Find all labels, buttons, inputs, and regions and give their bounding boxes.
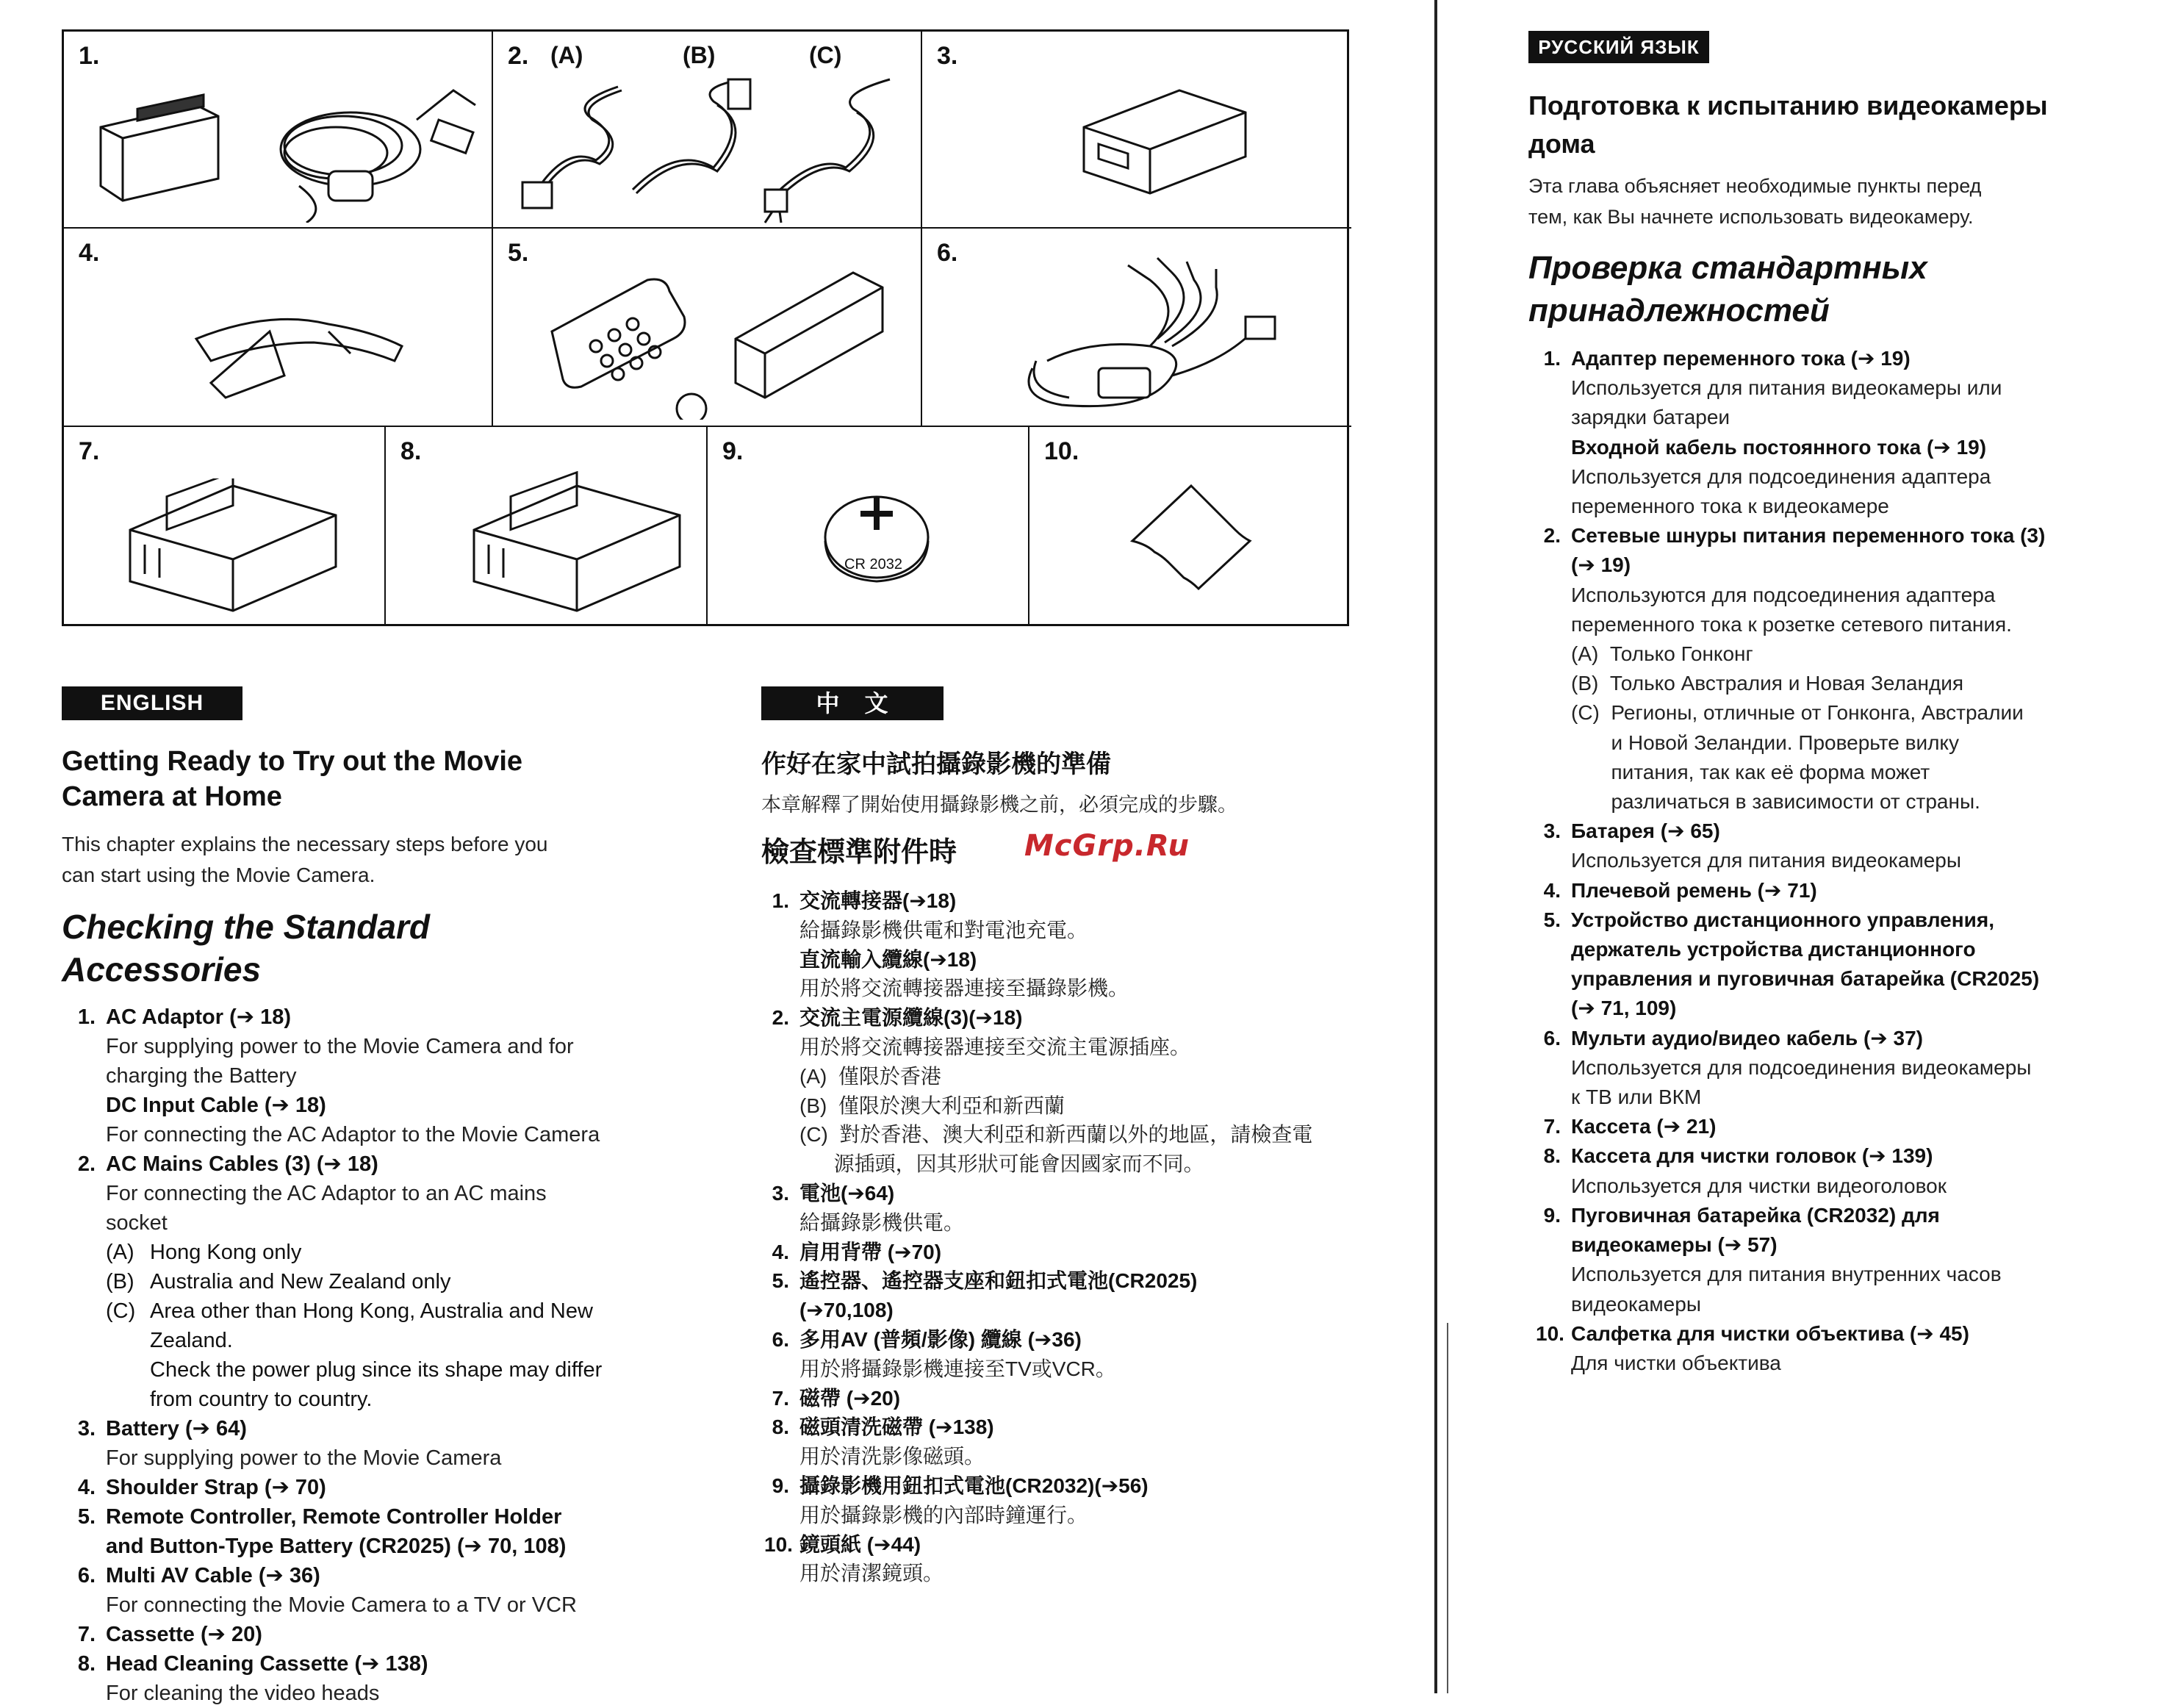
item-number: 2. bbox=[77, 1152, 96, 1176]
list-item bbox=[71, 1414, 673, 1443]
list-line bbox=[764, 1325, 1411, 1354]
list-line bbox=[1536, 1053, 2138, 1083]
list-item bbox=[71, 1649, 673, 1679]
sub-item-letter: (B) bbox=[106, 1270, 134, 1293]
list-line bbox=[1536, 1349, 2138, 1378]
intro-line: This chapter explains the necessary steps before you bbox=[62, 833, 548, 855]
title-line: Camera at Home bbox=[62, 781, 282, 812]
item-title: Battery (➔ 64) bbox=[106, 1417, 247, 1440]
item-title: Мульти аудио/видео кабель (➔ 37) bbox=[1571, 1026, 1924, 1049]
cell-number: 6. bbox=[937, 239, 958, 267]
illustration-cell-7 bbox=[64, 427, 386, 626]
chinese-intro: 本章解釋了開始使用攝錄影機之前，必須完成的步驟。 bbox=[761, 794, 1237, 816]
sub-item-text: Check the power plug since its shape may differ bbox=[150, 1358, 603, 1382]
russian-section-heading bbox=[1528, 247, 1927, 332]
item-title: (➔70,108) bbox=[799, 1299, 894, 1322]
list-line bbox=[764, 886, 1411, 916]
item-description: 用於將攝錄影機連接至TV或VCR。 bbox=[799, 1357, 1116, 1380]
sub-item-text: Zealand. bbox=[150, 1329, 233, 1352]
title-line: Getting Ready to Try out the Movie bbox=[62, 746, 523, 777]
russian-accessory-list bbox=[1536, 344, 2138, 1378]
watermark: McGrp.Ru bbox=[1024, 829, 1190, 863]
illustration-cell-8 bbox=[386, 427, 708, 626]
list-line bbox=[764, 1530, 1411, 1560]
list-line bbox=[764, 1559, 1411, 1588]
list-line bbox=[1536, 728, 2138, 758]
list-line bbox=[1536, 1171, 2138, 1201]
item-title: Плечевой ремень (➔ 71) bbox=[1571, 878, 1817, 902]
list-line bbox=[764, 1266, 1411, 1296]
item-title: Кассета (➔ 21) bbox=[1571, 1115, 1717, 1138]
russian-intro bbox=[1528, 171, 1981, 232]
illustration-cell-5 bbox=[493, 229, 922, 427]
item-description: Для чистки объектива bbox=[1571, 1351, 1781, 1374]
item-title: (➔ 71, 109) bbox=[1571, 997, 1677, 1020]
ac-mains-cables-illustration bbox=[508, 72, 912, 226]
item-number: 7. bbox=[772, 1386, 789, 1410]
list-line bbox=[1536, 758, 2138, 787]
item-description: (B) Только Австралия и Новая Зеландия bbox=[1571, 672, 1964, 695]
sub-item-b bbox=[106, 1267, 673, 1296]
item-number: 1. bbox=[772, 889, 789, 912]
list-line bbox=[1536, 876, 2138, 905]
item-description: видеокамеры bbox=[1571, 1292, 1701, 1316]
item-number: 3. bbox=[1543, 819, 1561, 843]
list-item bbox=[71, 1561, 673, 1590]
sub-item-letter: (C) bbox=[106, 1299, 136, 1323]
item-title: Адаптер переменного тока (➔ 19) bbox=[1571, 347, 1911, 370]
illustration-cell-10 bbox=[1029, 427, 1351, 626]
list-line bbox=[1536, 521, 2138, 550]
item-number: 10. bbox=[764, 1532, 793, 1556]
item-number: 5. bbox=[1543, 908, 1561, 931]
cable-label-a: (A) bbox=[550, 42, 583, 68]
list-line bbox=[764, 1120, 1411, 1149]
heading-line: принадлежностей bbox=[1528, 293, 1830, 329]
column-divider bbox=[1447, 1323, 1448, 1693]
list-line bbox=[1536, 1112, 2138, 1141]
english-page-title bbox=[62, 744, 522, 814]
item-description: переменного тока к розетке сетевого питания. bbox=[1571, 612, 2012, 636]
sub-item-text: from country to country. bbox=[150, 1388, 373, 1411]
english-section-tag: ENGLISH bbox=[62, 686, 242, 720]
item-title: 肩用背帶 (➔70) bbox=[799, 1240, 942, 1263]
item-title: (➔ 19) bbox=[1571, 553, 1631, 577]
item-title: Салфетка для чистки объектива (➔ 45) bbox=[1571, 1321, 1969, 1345]
item-description: Используются для подсоединения адаптера bbox=[1571, 583, 1996, 606]
item-description: (C) 對於香港、澳大利亞和新西蘭以外的地區，請檢查電 bbox=[799, 1123, 1313, 1147]
illustration-cell-9 bbox=[708, 427, 1029, 626]
illustration-cell-6 bbox=[922, 229, 1351, 427]
item-description: к ТВ или ВКМ bbox=[1571, 1086, 1702, 1109]
list-item bbox=[71, 1502, 673, 1561]
item-number: 7. bbox=[77, 1623, 96, 1646]
illustration-cell-1 bbox=[64, 32, 493, 229]
item-description: 源插頭，因其形狀可能會因國家而不同。 bbox=[799, 1152, 1204, 1176]
list-line bbox=[764, 1354, 1411, 1384]
item-number: 4. bbox=[77, 1476, 96, 1499]
item-number: 7. bbox=[1543, 1115, 1561, 1138]
item-title: 直流輸入纜線(➔18) bbox=[799, 947, 977, 971]
item-number: 1. bbox=[77, 1005, 96, 1029]
sub-item-text: Area other than Hong Kong, Australia and New bbox=[150, 1299, 593, 1323]
cassette-illustration bbox=[115, 478, 351, 618]
chinese-section-heading: 檢查標準附件時 bbox=[761, 837, 957, 868]
multi-av-cable-illustration bbox=[1003, 251, 1334, 420]
english-section-heading bbox=[62, 905, 430, 991]
item-title: Multi AV Cable (➔ 36) bbox=[106, 1564, 320, 1587]
list-line bbox=[1536, 492, 2138, 521]
list-line bbox=[1536, 1319, 2138, 1349]
list-line bbox=[1536, 1024, 2138, 1053]
item-description: For connecting the AC Adaptor to the Movie Camera bbox=[106, 1123, 600, 1147]
column-divider bbox=[1434, 0, 1437, 1693]
list-line bbox=[1536, 964, 2138, 994]
item-title: 攝錄影機用鈕扣式電池(CR2032)(➔56) bbox=[799, 1474, 1149, 1497]
item-number: 4. bbox=[772, 1240, 789, 1263]
item-number: 4. bbox=[1543, 878, 1561, 902]
item-number: 8. bbox=[77, 1652, 96, 1676]
title-line: дома bbox=[1528, 129, 1595, 159]
sub-item-text: Australia and New Zealand only bbox=[150, 1270, 451, 1293]
cell-number: 4. bbox=[79, 239, 100, 267]
item-number: 6. bbox=[1543, 1026, 1561, 1049]
item-description: 給攝錄影機供電和對電池充電。 bbox=[799, 918, 1088, 941]
item-title: 交流轉接器(➔18) bbox=[799, 889, 957, 912]
list-line bbox=[764, 916, 1411, 945]
item-description: и Новой Зеландии. Проверьте вилку bbox=[1571, 731, 1959, 754]
item-title: 遙控器、遙控器支座和鈕扣式電池(CR2025) bbox=[799, 1269, 1198, 1293]
item-number: 5. bbox=[77, 1505, 96, 1529]
item-number: 3. bbox=[772, 1181, 789, 1205]
item-title: 電池(➔64) bbox=[799, 1181, 895, 1205]
item-title: Входной кабель постоянного тока (➔ 19) bbox=[1571, 435, 1987, 459]
head-cleaning-cassette-illustration bbox=[459, 471, 694, 618]
list-line bbox=[764, 1238, 1411, 1267]
item-number: 8. bbox=[772, 1415, 789, 1439]
item-number: 5. bbox=[772, 1269, 789, 1293]
item-description: Используется для подсоединения видеокамеры bbox=[1571, 1055, 2032, 1079]
item-description: For supplying power to the Movie Camera bbox=[106, 1446, 502, 1470]
cell-number: 8. bbox=[400, 437, 422, 465]
intro-line: can start using the Movie Camera. bbox=[62, 864, 375, 886]
list-line bbox=[1536, 610, 2138, 639]
item-title: 磁帶 (➔20) bbox=[799, 1386, 901, 1410]
list-line bbox=[1536, 462, 2138, 492]
list-line bbox=[1536, 1230, 2138, 1260]
list-line bbox=[1536, 550, 2138, 580]
item-title: Head Cleaning Cassette (➔ 138) bbox=[106, 1652, 428, 1676]
list-line bbox=[764, 1062, 1411, 1091]
list-line bbox=[1536, 698, 2138, 728]
sub-item-letter: (A) bbox=[106, 1241, 134, 1264]
chinese-accessory-list bbox=[764, 886, 1411, 1588]
chinese-page-title: 作好在家中試拍攝錄影機的準備 bbox=[761, 750, 1111, 778]
chinese-section-tag: 中 文 bbox=[761, 686, 944, 720]
item-title: Устройство дистанционного управления, bbox=[1571, 908, 1994, 931]
list-line bbox=[1536, 433, 2138, 462]
item-title: 交流主電源纜線(3)(➔18) bbox=[799, 1006, 1023, 1030]
shoulder-strap-illustration bbox=[182, 280, 431, 412]
list-line bbox=[1536, 1141, 2138, 1171]
list-line bbox=[1536, 787, 2138, 817]
list-line bbox=[764, 1413, 1411, 1442]
cable-label-c: (C) bbox=[809, 42, 842, 68]
cell-number: 3. bbox=[937, 42, 958, 70]
battery-label: CR 2032 bbox=[844, 556, 902, 573]
item-description: Используется для питания внутренних часов bbox=[1571, 1263, 2002, 1286]
heading-line: Checking the Standard bbox=[62, 908, 430, 946]
item-number: 6. bbox=[772, 1327, 789, 1351]
heading-line: Accessories bbox=[62, 950, 262, 988]
list-line bbox=[764, 1149, 1411, 1179]
list-item bbox=[71, 1620, 673, 1649]
item-description: 用於將交流轉接器連接至攝錄影機。 bbox=[799, 977, 1129, 1000]
list-line bbox=[1536, 1083, 2138, 1112]
item-description: (B) 僅限於澳大利亞和新西蘭 bbox=[799, 1094, 1065, 1117]
list-item bbox=[71, 1473, 673, 1502]
item-title: AC Mains Cables (3) (➔ 18) bbox=[106, 1152, 378, 1176]
list-line bbox=[764, 974, 1411, 1003]
item-description: For connecting the Movie Camera to a TV or VCR bbox=[106, 1593, 577, 1617]
list-line bbox=[1536, 846, 2138, 875]
item-title: Remote Controller, Remote Controller Holder bbox=[106, 1505, 562, 1529]
item-description: charging the Battery bbox=[106, 1064, 297, 1088]
list-line bbox=[1536, 403, 2138, 432]
item-number: 6. bbox=[77, 1564, 96, 1587]
list-line bbox=[764, 1384, 1411, 1413]
illustration-cell-4 bbox=[64, 229, 493, 427]
list-item bbox=[71, 1002, 673, 1032]
item-title: Батарея (➔ 65) bbox=[1571, 819, 1720, 843]
list-line bbox=[764, 1471, 1411, 1501]
list-line bbox=[764, 1091, 1411, 1121]
item-description: зарядки батареи bbox=[1571, 406, 1730, 429]
item-title: держатель устройства дистанционного bbox=[1571, 938, 1976, 961]
list-item bbox=[71, 1149, 673, 1179]
item-number: 1. bbox=[1543, 347, 1561, 370]
item-description: 用於清洗影像磁頭。 bbox=[799, 1445, 985, 1468]
russian-section-tag: РУССКИЙ ЯЗЫК bbox=[1528, 31, 1709, 63]
item-description: (A) Только Гонконг bbox=[1571, 642, 1753, 666]
intro-line: Эта глава объясняет необходимые пункты перед bbox=[1528, 175, 1982, 197]
item-description: (A) 僅限於香港 bbox=[799, 1064, 941, 1088]
list-line bbox=[764, 1442, 1411, 1471]
item-description: Используется для подсоединения адаптера bbox=[1571, 464, 1991, 488]
item-title: and Button-Type Battery (CR2025) (➔ 70, 108) bbox=[106, 1535, 567, 1558]
item-description: 用於將交流轉接器連接至交流主電源插座。 bbox=[799, 1035, 1191, 1058]
english-accessory-list bbox=[71, 1002, 673, 1708]
item-description: socket bbox=[106, 1211, 168, 1235]
sub-item-c bbox=[106, 1296, 673, 1414]
item-title: Пуговичная батарейка (CR2032) для bbox=[1571, 1203, 1940, 1227]
item-title: 多用AV (普頻/影像) 纜線 (➔36) bbox=[799, 1327, 1082, 1351]
list-line bbox=[764, 1208, 1411, 1238]
list-line bbox=[1536, 373, 2138, 403]
list-line bbox=[1536, 1290, 2138, 1319]
cell-number: 9. bbox=[722, 437, 744, 465]
item-description: питания, так как её форма может bbox=[1571, 760, 1930, 783]
list-line bbox=[764, 1033, 1411, 1062]
list-line bbox=[764, 1501, 1411, 1530]
list-line bbox=[1536, 1260, 2138, 1289]
list-line bbox=[1536, 639, 2138, 669]
item-number: 10. bbox=[1536, 1321, 1564, 1345]
ac-adaptor-illustration bbox=[86, 76, 483, 223]
item-title: 鏡頭紙 (➔44) bbox=[799, 1532, 921, 1556]
illustration-cell-2 bbox=[493, 32, 922, 229]
sub-item-a bbox=[106, 1238, 673, 1267]
list-line bbox=[764, 945, 1411, 975]
list-line bbox=[764, 1179, 1411, 1208]
accessories-illustration-grid bbox=[62, 29, 1349, 626]
item-number: 2. bbox=[772, 1006, 789, 1030]
item-title: 磁頭清洗磁帶 (➔138) bbox=[799, 1415, 994, 1439]
cable-label-b: (B) bbox=[683, 42, 716, 68]
item-description: переменного тока к видеокамере bbox=[1571, 495, 1889, 518]
item-description: For supplying power to the Movie Camera and for bbox=[106, 1035, 574, 1058]
list-line bbox=[1536, 344, 2138, 373]
cell-number: 1. bbox=[79, 42, 100, 70]
item-title: AC Adaptor (➔ 18) bbox=[106, 1005, 292, 1029]
english-intro bbox=[62, 829, 547, 891]
list-line bbox=[1536, 935, 2138, 964]
remote-controller-illustration bbox=[537, 258, 905, 420]
cell-number: 7. bbox=[79, 437, 100, 465]
item-number: 3. bbox=[77, 1417, 96, 1440]
list-line bbox=[1536, 905, 2138, 935]
sub-item-text: Hong Kong only bbox=[150, 1241, 302, 1264]
item-title: Сетевые шнуры питания переменного тока (3) bbox=[1571, 524, 2046, 548]
cell-number: 2. bbox=[508, 42, 529, 70]
list-line bbox=[764, 1296, 1411, 1325]
russian-page-title bbox=[1528, 87, 2048, 163]
item-description: (C) Регионы, отличные от Гонконга, Австралии bbox=[1571, 701, 2024, 725]
intro-line: тем, как Вы начнете использовать видеокамеру. bbox=[1528, 206, 1974, 228]
item-description: Используется для питания видеокамеры или bbox=[1571, 376, 2002, 400]
heading-line: Проверка стандартных bbox=[1528, 250, 1927, 286]
item-title: видеокамеры (➔ 57) bbox=[1571, 1233, 1778, 1257]
item-description: 用於攝錄影機的內部時鐘運行。 bbox=[799, 1503, 1088, 1526]
item-description: 給攝錄影機供電。 bbox=[799, 1210, 965, 1234]
list-line bbox=[764, 1003, 1411, 1033]
item-description: Используется для чистки видеоголовок bbox=[1571, 1174, 1947, 1197]
list-line bbox=[1536, 581, 2138, 610]
item-description: For cleaning the video heads bbox=[106, 1682, 380, 1705]
list-line bbox=[1536, 1201, 2138, 1230]
item-title: управления и пуговичная батарейка (CR2025) bbox=[1571, 967, 2040, 991]
item-title: Shoulder Strap (➔ 70) bbox=[106, 1476, 326, 1499]
list-line bbox=[1536, 994, 2138, 1023]
item-title: Кассета для чистки головок (➔ 139) bbox=[1571, 1144, 1933, 1168]
title-line: Подготовка к испытанию видеокамеры bbox=[1528, 90, 2048, 121]
item-description: For connecting the AC Adaptor to an AC mains bbox=[106, 1182, 547, 1205]
cell-number: 10. bbox=[1044, 437, 1079, 465]
list-line bbox=[1536, 817, 2138, 846]
item-subtitle: DC Input Cable (➔ 18) bbox=[106, 1094, 326, 1117]
cell-number: 5. bbox=[508, 239, 529, 267]
lens-cleaning-paper-illustration bbox=[1118, 471, 1265, 603]
item-description: различаться в зависимости от страны. bbox=[1571, 790, 1980, 814]
item-number: 9. bbox=[1543, 1203, 1561, 1227]
item-title: Cassette (➔ 20) bbox=[106, 1623, 262, 1646]
item-number: 9. bbox=[772, 1474, 789, 1497]
item-number: 2. bbox=[1543, 524, 1561, 548]
illustration-cell-3 bbox=[922, 32, 1351, 229]
item-description: 用於清潔鏡頭。 bbox=[799, 1562, 944, 1585]
item-description: Используется для питания видеокамеры bbox=[1571, 849, 1961, 872]
item-number: 8. bbox=[1543, 1144, 1561, 1168]
list-line bbox=[1536, 669, 2138, 698]
battery-illustration bbox=[1069, 76, 1260, 208]
